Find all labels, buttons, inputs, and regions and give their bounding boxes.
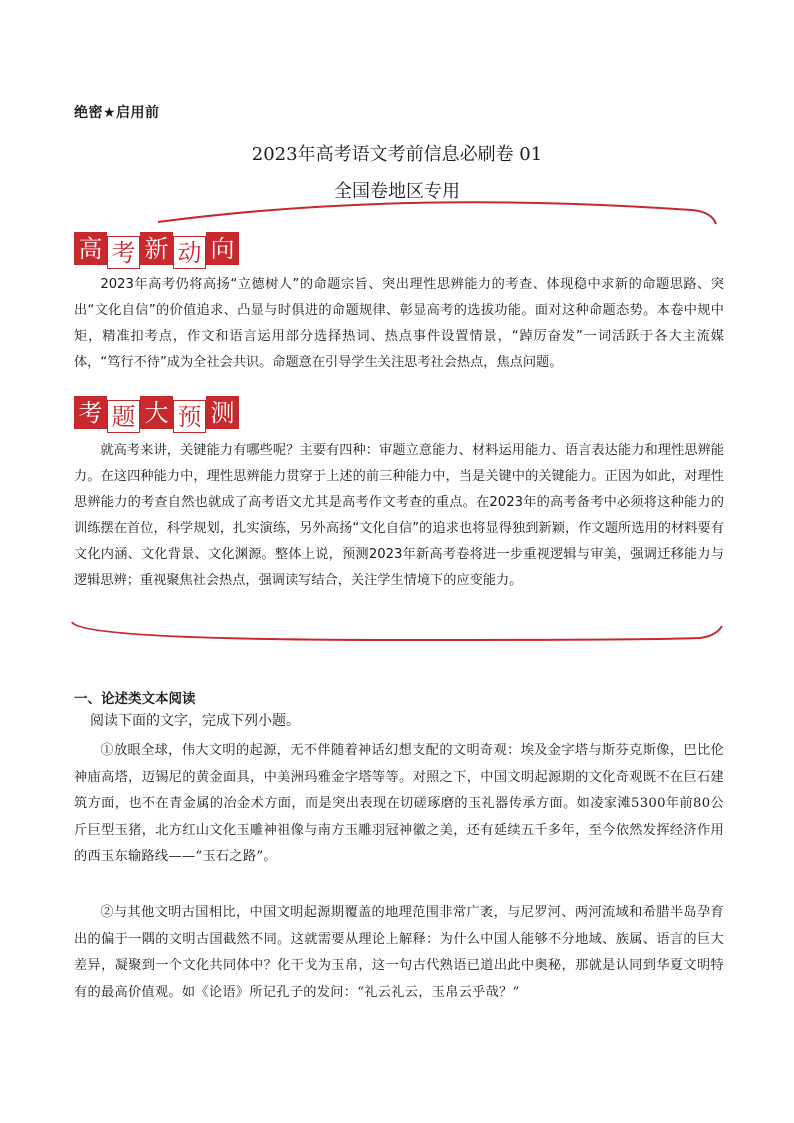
section1-paragraph: 2023年高考仍将高扬“立德树人”的命题宗旨、突出理性思辨能力的考查、体现稳中求新的命题思路、突出“文化自信”的价值追求、凸显与时俱进的命题规律、彰显高考的选拔功能。面对这种命题态势。本卷中规中矩，精准扣考点，作文和语言运用部分选择热词、热点事件设置情景，“踔厉奋发”一词活跃于各大主流媒体，“笃行不待”成为全社会共识。命题意在引导学生关注思考社会热点，焦点问题。 (74, 277, 724, 370)
page-subtitle: 全国卷地区专用 (334, 181, 460, 202)
tag-char: 考 (107, 236, 140, 269)
section-tag-new-trends (74, 232, 239, 267)
tag-char: 向 (206, 232, 239, 265)
tag-char: 预 (173, 400, 206, 433)
section2-paragraph: 就高考来讲，关键能力有哪些呢？主要有四种：审题立意能力、材料运用能力、语言表达能力和理性思辨能力。在这四种能力中，理性思辨能力贯穿于上述的前三种能力中，当是关键中的关键能力。正因为如此，对理性思辨能力的考查自然也就成了高考语文尤其是高考作文考查的重点。在2023年的高考备考中必须将这种能力的训练摆在首位，科学规划，扎实演练，另外高扬“文化自信”的追求也将显得独到新颖，作文题所选用的材料要有文化内涵、文化背景、文化渊源。整体上说，预测2023年新高考卷将进一步重视逻辑与审美，强调迁移能力与逻辑思辨；重视聚焦社会热点，强调读写结合，关注学生情境下的应变能力。 (74, 443, 724, 588)
tag-char: 测 (206, 396, 239, 429)
reading-paragraph-2: ②与其他文明古国相比，中国文明起源期覆盖的地理范围非常广袤，与尼罗河、两河流域和希腊半岛孕育出的偏于一隅的文明古国截然不同。这就需要从理论上解释：为什么中国人能够不分地域、族属、语言的巨大差异，凝聚到一个文化共同体中？化干戈为玉帛，这一句古代熟语已道出此中奥秘，那就是认同到华夏文明特有的最高价值观。如《论语》所记孔子的发问：“礼云礼云，玉帛云乎哉？” (74, 905, 724, 1000)
section-tag-predictions (74, 396, 239, 431)
reading-section-heading: 一、论述类文本阅读 (74, 691, 196, 707)
tag-char: 大 (140, 396, 173, 429)
reading-paragraph-1: ①放眼全球，伟大文明的起源，无不伴随着神话幻想支配的文明奇观：埃及金字塔与斯芬克斯像，巴比伦神庙高塔，迈锡尼的黄金面具，中美洲玛雅金字塔等等。对照之下，中国文明起源期的文化奇观既不在巨石建筑方面，也不在青金属的冶金术方面，而是突出表现在切磋琢磨的玉礼器传承方面。如凌家滩5300年前80公斤巨型玉猪，北方红山文化玉雕神祖像与南方玉雕羽冠神徽之美，还有延续五千多年，至今依然发挥经济作用的西玉东输路线——“玉石之路”。 (74, 743, 724, 864)
confidential-label: 绝密★启用前 (74, 105, 160, 121)
page-title: 2023年高考语文考前信息必刷卷 01 (251, 144, 543, 165)
tag-char: 考 (74, 396, 107, 429)
tag-char: 动 (173, 236, 206, 269)
tag-char: 高 (74, 232, 107, 265)
tag-char: 题 (107, 400, 140, 433)
reading-instruction: 阅读下面的文字，完成下列小题。 (90, 713, 300, 729)
tag-char: 新 (140, 232, 173, 265)
